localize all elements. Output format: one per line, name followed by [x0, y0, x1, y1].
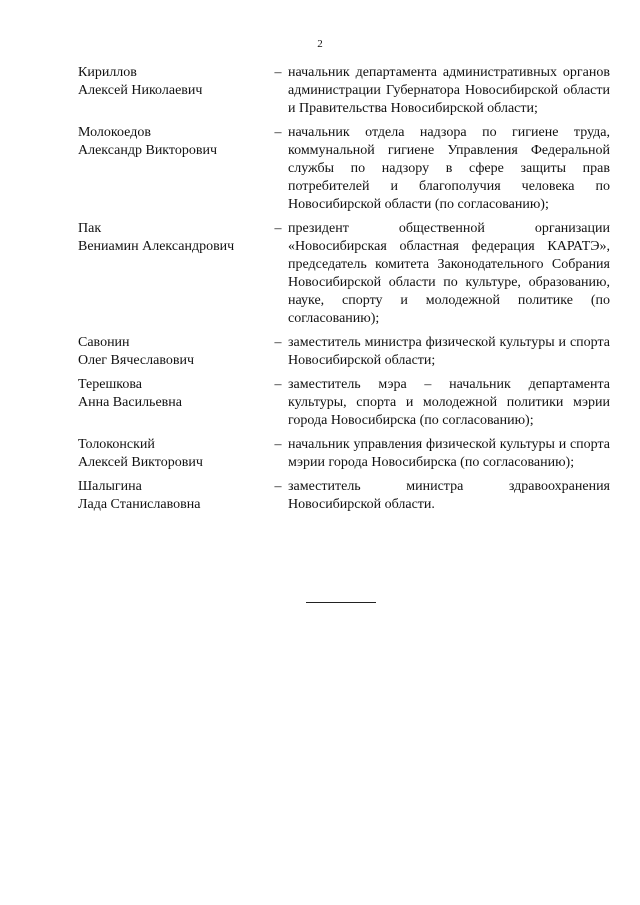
member-surname: Толоконский: [78, 437, 155, 452]
member-entry: [78, 334, 610, 370]
member-name: [78, 64, 268, 118]
member-list: [78, 64, 610, 514]
member-role: президент общественной организации «Новосибирская областная федерация КАРАТЭ», председатель комитета Законодательного Собрания Новосибирской области по культуре, образованию, науке, спорту и молодежной политике (по согласованию);: [288, 221, 610, 326]
dash-separator: –: [274, 479, 282, 494]
end-of-list-rule: [306, 602, 376, 603]
member-role: заместитель министра здравоохранения Новосибирской области.: [288, 479, 610, 512]
member-role: начальник отдела надзора по гигиене труда, коммунальной гигиене Управления Федеральной службы по надзору в сфере защиты прав потребителей и благополучия человека по Новосибирской области (по согласованию);: [288, 125, 610, 212]
dash-separator: –: [274, 65, 282, 80]
member-name: [78, 220, 268, 328]
member-entry: [78, 436, 610, 472]
dash-separator: –: [274, 221, 282, 236]
member-name: [78, 334, 268, 370]
member-entry: [78, 478, 610, 514]
member-surname: Савонин: [78, 335, 130, 350]
member-surname: Пак: [78, 221, 102, 236]
member-given-names: Олег Вячеславович: [78, 353, 195, 368]
member-entry: [78, 124, 610, 214]
dash-separator: –: [274, 125, 282, 140]
member-given-names: Лада Станиславовна: [78, 497, 201, 512]
dash-separator: –: [274, 437, 282, 452]
member-role: заместитель мэра – начальник департамента культуры, спорта и молодежной политики мэрии города Новосибирска (по согласованию);: [288, 377, 610, 428]
member-surname: Шалыгина: [78, 479, 142, 494]
member-surname: Молокоедов: [78, 125, 151, 140]
member-surname: Терешкова: [78, 377, 142, 392]
member-name: [78, 436, 268, 472]
member-role: начальник управления физической культуры и спорта мэрии города Новосибирска (по согласованию);: [288, 437, 610, 470]
member-role: заместитель министра физической культуры и спорта Новосибирской области;: [288, 335, 610, 368]
member-entry: [78, 220, 610, 328]
dash-separator: –: [274, 335, 282, 350]
member-name: [78, 124, 268, 214]
member-name: [78, 478, 268, 514]
page-number: 2: [317, 38, 323, 50]
member-given-names: Александр Викторович: [78, 143, 218, 158]
member-role: начальник департамента административных органов администрации Губернатора Новосибирской области и Правительства Новосибирской области;: [288, 65, 610, 116]
member-given-names: Анна Васильевна: [78, 395, 182, 410]
member-given-names: Алексей Викторович: [78, 455, 203, 470]
member-given-names: Вениамин Александрович: [78, 239, 235, 254]
member-given-names: Алексей Николаевич: [78, 83, 203, 98]
member-surname: Кириллов: [78, 65, 137, 80]
member-entry: [78, 376, 610, 430]
member-entry: [78, 64, 610, 118]
member-name: [78, 376, 268, 430]
dash-separator: –: [274, 377, 282, 392]
